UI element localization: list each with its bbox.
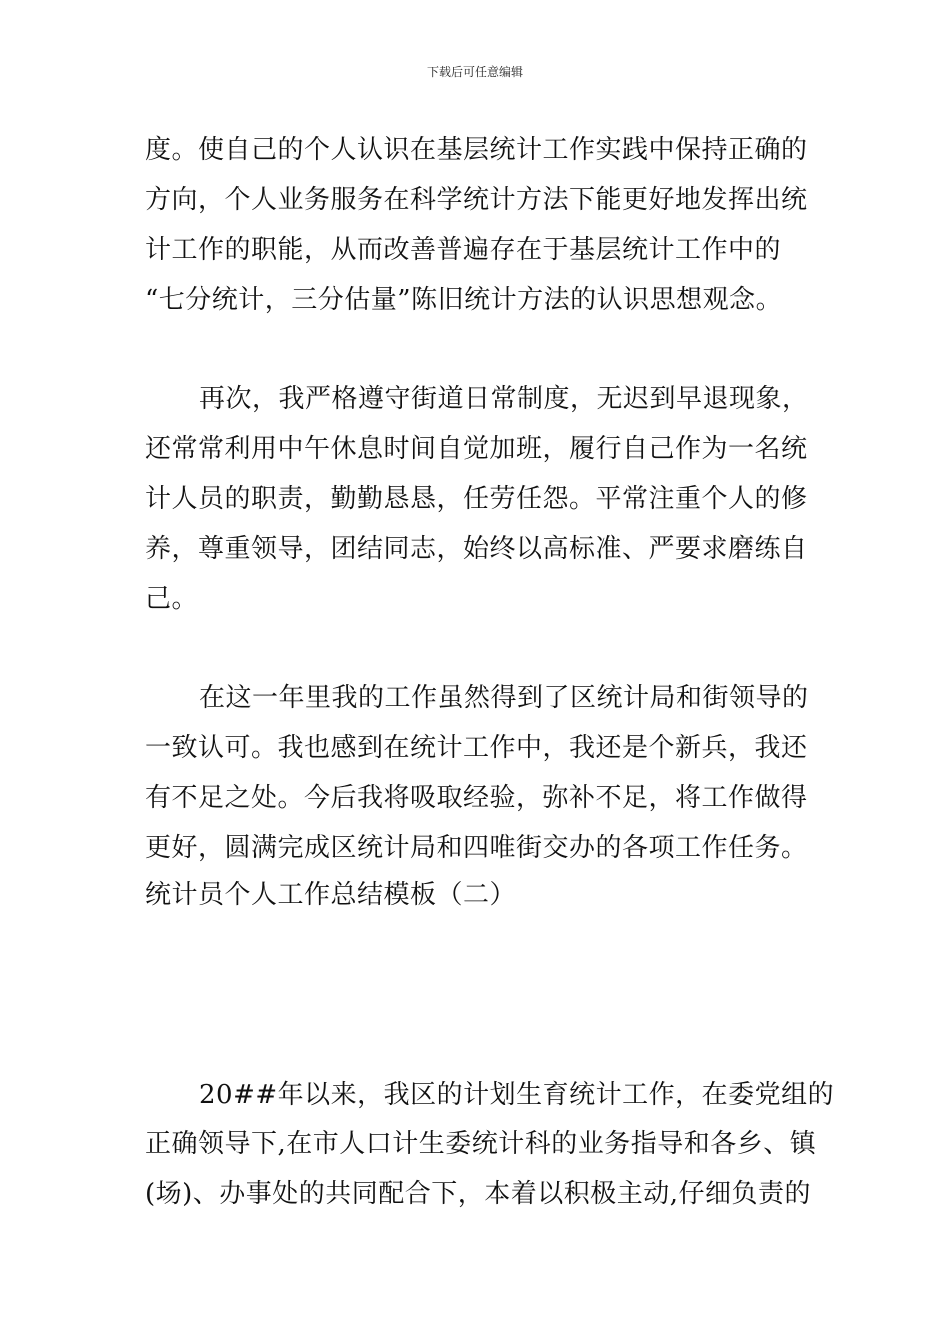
paragraph-line: 一致认可。我也感到在统计工作中，我还是个新兵，我还 [145, 733, 808, 763]
paragraph-line: 还常常利用中午休息时间自觉加班，履行自己作为一名统 [145, 434, 808, 464]
paragraph-line: 有不足之处。今后我将吸取经验，弥补不足，将工作做得 [145, 783, 808, 813]
page-header: 下载后可任意编辑 [426, 65, 523, 79]
paragraph-line: (场)、办事处的共同配合下，本着以积极主动,仔细负责的 [145, 1179, 812, 1209]
paragraph-line: 20##年以来，我区的计划生育统计工作，在委党组的 [199, 1080, 835, 1110]
paragraph-line: 更好，圆满完成区统计局和四唯街交办的各项工作任务。 [145, 833, 808, 863]
paragraph-line: 计人员的职责，勤勤恳恳，任劳任怨。平常注重个人的修 [145, 484, 808, 514]
paragraph-line: 养，尊重领导，团结同志，始终以高标准、严要求磨练自 [145, 534, 808, 564]
paragraph-line: “七分统计，三分估量”陈旧统计方法的认识思想观念。 [145, 285, 783, 315]
paragraph-line: 己。 [145, 584, 199, 614]
paragraph-line: 正确领导下,在市人口计生委统计科的业务指导和各乡、镇 [145, 1129, 817, 1159]
paragraph-line: 在这一年里我的工作虽然得到了区统计局和街领导的 [199, 683, 809, 713]
paragraph-line: 再次，我严格遵守街道日常制度，无迟到早退现象， [199, 384, 809, 414]
section-title: 统计员个人工作总结模板（二） [145, 880, 517, 910]
paragraph-line: 方向，个人业务服务在科学统计方法下能更好地发挥出统 [145, 185, 808, 215]
paragraph-line: 计工作的职能，从而改善普遍存在于基层统计工作中的 [145, 235, 782, 265]
paragraph-line: 度。使自己的个人认识在基层统计工作实践中保持正确的 [145, 135, 808, 165]
